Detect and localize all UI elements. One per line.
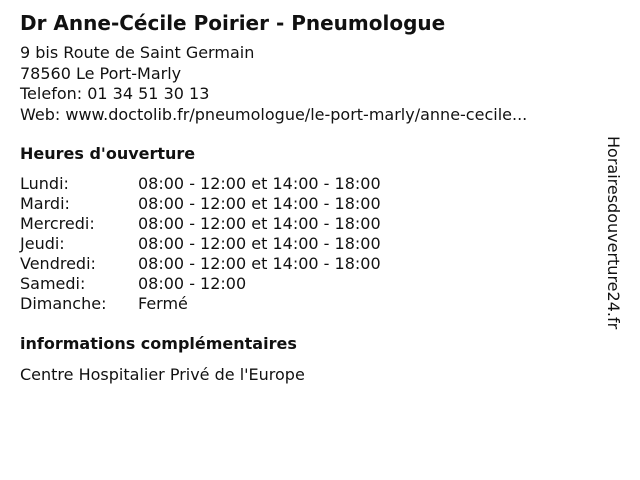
hours-value: Fermé <box>138 294 188 313</box>
day-label: Dimanche: <box>20 294 107 313</box>
contact-block <box>20 43 527 125</box>
phone-number: Telefon: 01 34 51 30 13 <box>20 84 210 103</box>
city-address: 78560 Le Port-Marly <box>20 63 182 83</box>
day-label: Mardi: <box>20 194 70 213</box>
page-title: Dr Anne-Cécile Poirier - Pneumologue <box>20 11 446 35</box>
street-address: 9 bis Route de Saint Germain <box>20 43 255 62</box>
site-watermark: Horairesdouverture24.fr <box>604 136 623 330</box>
hours-value: 08:00 - 12:00 <box>138 274 247 293</box>
day-label: Jeudi: <box>20 234 65 253</box>
additional-info-heading: informations complémentaires <box>20 334 297 353</box>
hours-value: 08:00 - 12:00 et 14:00 - 18:00 <box>138 174 381 193</box>
opening-hours-heading: Heures d'ouverture <box>20 144 196 163</box>
day-label: Lundi: <box>20 174 69 193</box>
hours-value: 08:00 - 12:00 et 14:00 - 18:00 <box>138 254 381 273</box>
day-label: Vendredi: <box>20 254 96 273</box>
day-label: Mercredi: <box>20 214 95 233</box>
hours-value: 08:00 - 12:00 et 14:00 - 18:00 <box>138 234 381 253</box>
day-label: Samedi: <box>20 274 86 293</box>
hours-value: 08:00 - 12:00 et 14:00 - 18:00 <box>138 194 381 213</box>
website-link: Web: www.doctolib.fr/pneumologue/le-port-marly/anne-cecile... <box>20 104 528 124</box>
additional-info-text: Centre Hospitalier Privé de l'Europe <box>20 365 305 384</box>
hours-value: 08:00 - 12:00 et 14:00 - 18:00 <box>138 214 381 233</box>
